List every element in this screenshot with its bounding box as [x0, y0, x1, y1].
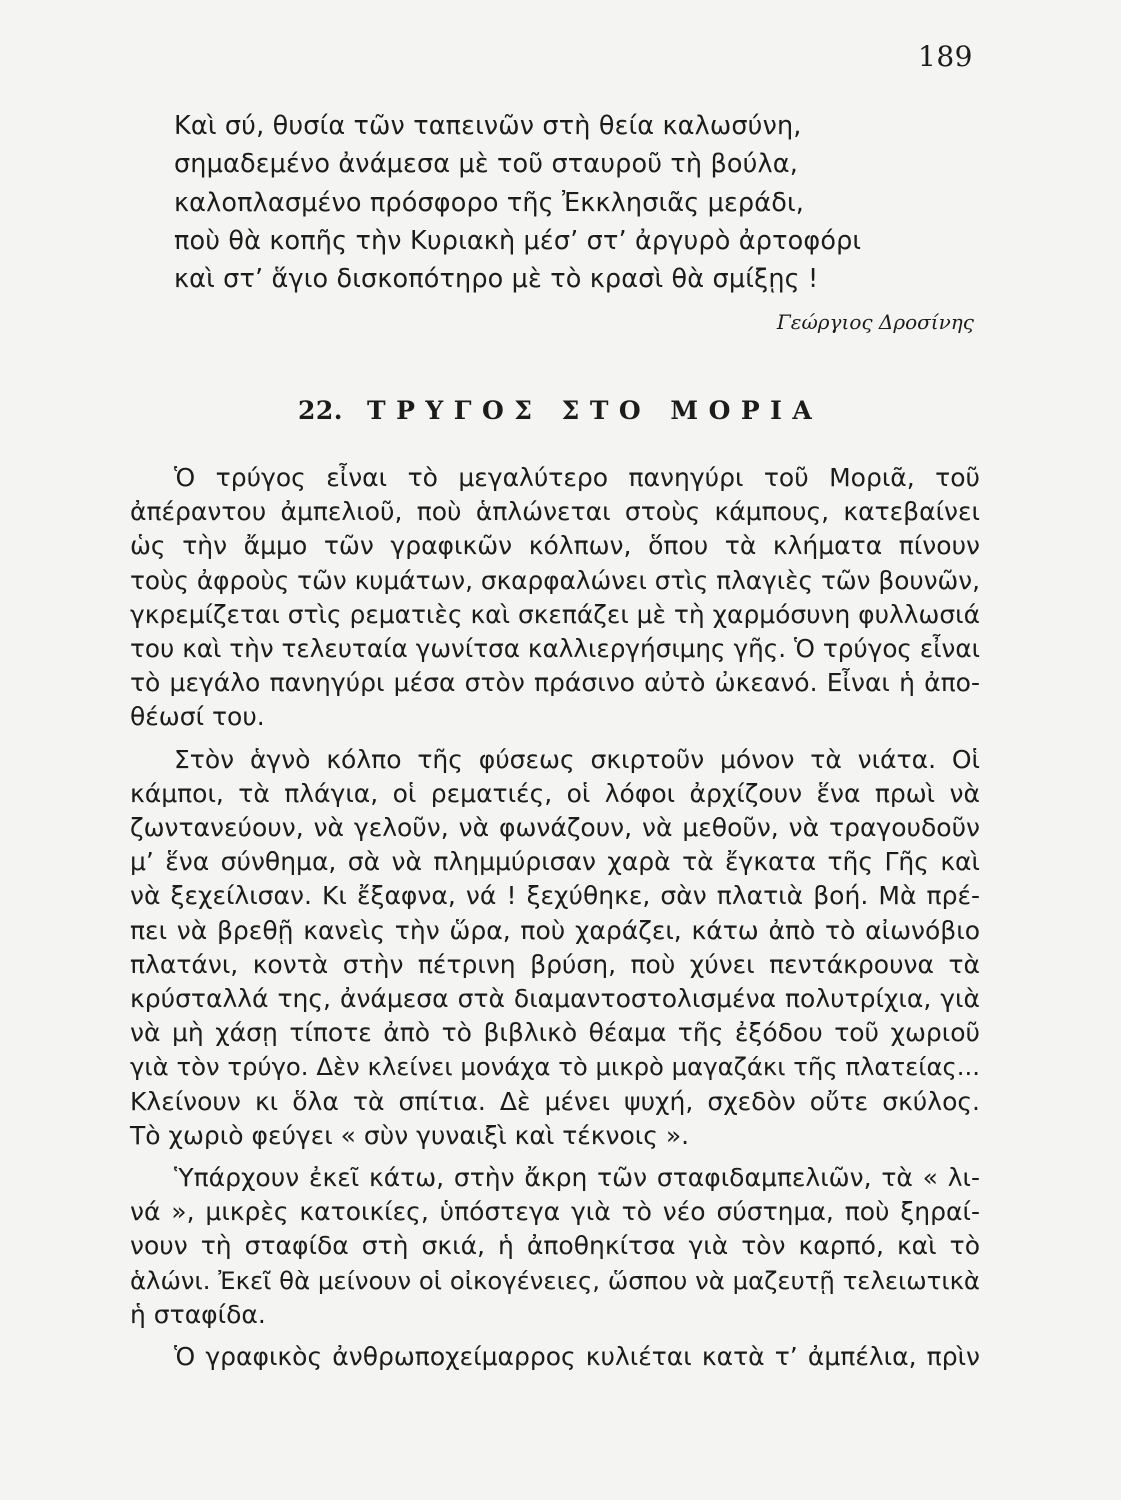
text-line: ἀπέραντου ἀμπελιοῦ, ποὺ ἁπλώνεται στοὺς κάμπους, κατεβαίνει: [130, 497, 980, 527]
text-line: ἁλώνι. Ἐκεῖ θὰ μείνουν οἱ οἰκογένειες, ὥσπου νὰ μαζευτῇ τελειωτικὰ: [130, 1265, 980, 1295]
text-line: ζωντανεύουν, νὰ γελοῦν, νὰ φωνάζουν, νὰ μεθοῦν, νὰ τραγουδοῦν: [130, 813, 980, 843]
poem-author: Γεώργιος Δροσίνης: [776, 310, 974, 334]
poem-line: σημαδεμένο ἀνάμεσα μὲ τοῦ σταυροῦ τὴ βούλα,: [174, 149, 799, 180]
section-heading: [298, 396, 822, 425]
text-line: τοὺς ἀφροὺς τῶν κυμάτων, σκαρφαλώνει στὶς πλαγιὲς τῶν βουνῶν,: [130, 565, 980, 595]
paragraph: [130, 1161, 980, 1332]
text-line: Στὸν ἁγνὸ κόλπο τῆς φύσεως σκιρτοῦν μόνον τὰ νιάτα. Οἱ: [174, 744, 980, 774]
poem-line: ποὺ θὰ κοπῆς τὴν Κυριακὴ μέσ’ στ’ ἀργυρὸ ἀρτοφόρι: [174, 225, 862, 256]
text-line: του καὶ τὴν τελευταία γωνίτσα καλλιεργήσιμης γῆς. Ὁ τρύγος εἶναι: [130, 634, 980, 664]
body-text: [130, 461, 980, 1382]
text-line: νουν τὴ σταφίδα στὴ σκιά, ἡ ἀποθηκίτσα γιὰ τὸν καρπό, καὶ τὸ: [130, 1231, 980, 1261]
text-line: Τὸ χωριὸ φεύγει « σὺν γυναιξὶ καὶ τέκνοις ».: [130, 1120, 690, 1150]
text-line: νὰ ξεχείλισαν. Κι ἔξαφνα, νά ! ξεχύθηκε, σὰν πλατιὰ βοή. Μὰ πρέ-: [130, 881, 980, 911]
text-line: μ’ ἕνα σύνθημα, σὰ νὰ πλημμύρισαν χαρὰ τὰ ἔγκατα τῆς Γῆς καὶ: [130, 847, 980, 877]
section-title: ΤΡΥΓΟΣ ΣΤΟ ΜΟΡΙΑ: [367, 396, 823, 425]
text-line: Κλείνουν κι ὅλα τὰ σπίτια. Δὲ μένει ψυχή, σχεδὸν οὔτε σκύλος.: [130, 1086, 980, 1116]
poem-stanza: [174, 107, 994, 298]
text-line: γκρεμίζεται στὶς ρεματιὲς καὶ σκεπάζει μὲ τὴ χαρμόσυνη φυλλωσιά: [130, 599, 980, 629]
text-line: Ὑπάρχουν ἐκεῖ κάτω, στὴν ἄκρη τῶν σταφιδαμπελιῶν, τὰ « λι-: [174, 1163, 980, 1193]
text-line: γιὰ τὸν τρύγο. Δὲν κλείνει μονάχα τὸ μικρὸ μαγαζάκι τῆς πλατείας...: [130, 1052, 980, 1082]
text-line: νά », μικρὲς κατοικίες, ὑπόστεγα γιὰ τὸ νέο σύστημα, ποὺ ξηραί-: [130, 1197, 980, 1227]
text-line: Ὁ τρύγος εἶναι τὸ μεγαλύτερο πανηγύρι τοῦ Μοριᾶ, τοῦ: [174, 463, 980, 492]
text-line: ὡς τὴν ἄμμο τῶν γραφικῶν κόλπων, ὅπου τὰ κλήματα πίνουν: [130, 531, 980, 561]
text-line: πει νὰ βρεθῇ κανεὶς τὴν ὥρα, ποὺ χαράζει, κάτω ἀπὸ τὸ αἰωνόβιο: [130, 915, 980, 945]
poem-line: καὶ στ’ ἅγιο δισκοπότηρο μὲ τὸ κρασὶ θὰ σμίξῃς !: [174, 264, 819, 295]
text-line: νὰ μὴ χάσῃ τίποτε ἀπὸ τὸ βιβλικὸ θέαμα τῆς ἐξόδου τοῦ χωριοῦ: [130, 1018, 980, 1048]
text-line: πλατάνι, κοντὰ στὴν πέτρινη βρύση, ποὺ χύνει πεντάκρουνα τὰ: [130, 949, 980, 979]
paragraph: [130, 1340, 980, 1374]
poem-line: Καὶ σύ, θυσία τῶν ταπεινῶν στὴ θεία καλωσύνη,: [174, 111, 802, 141]
section-number: 22.: [298, 396, 343, 425]
text-line: κρύσταλλά της, ἀνάμεσα στὰ διαμαντοστολισμένα πολυτρίχια, γιὰ: [130, 984, 980, 1014]
poem-line: καλοπλασμένο πρόσφορο τῆς Ἐκκλησιᾶς μεράδι,: [174, 187, 805, 218]
text-line: Ὁ γραφικὸς ἀνθρωποχείμαρρος κυλιέται κατὰ τ’ ἀμπέλια, πρὶν: [174, 1342, 980, 1372]
paragraph: [130, 743, 980, 1153]
text-line: ἡ σταφίδα.: [130, 1299, 266, 1329]
text-line: τὸ μεγάλο πανηγύρι μέσα στὸν πράσινο αὐτὸ ὠκεανό. Εἶναι ἡ ἀπο-: [130, 668, 980, 698]
text-line: κάμποι, τὰ πλάγια, οἱ ρεματιές, οἱ λόφοι ἀρχίζουν ἕνα πρωὶ νὰ: [130, 778, 980, 808]
paragraph: [130, 461, 980, 735]
page-number: 189: [918, 40, 973, 73]
text-line: θέωσί του.: [130, 702, 265, 732]
